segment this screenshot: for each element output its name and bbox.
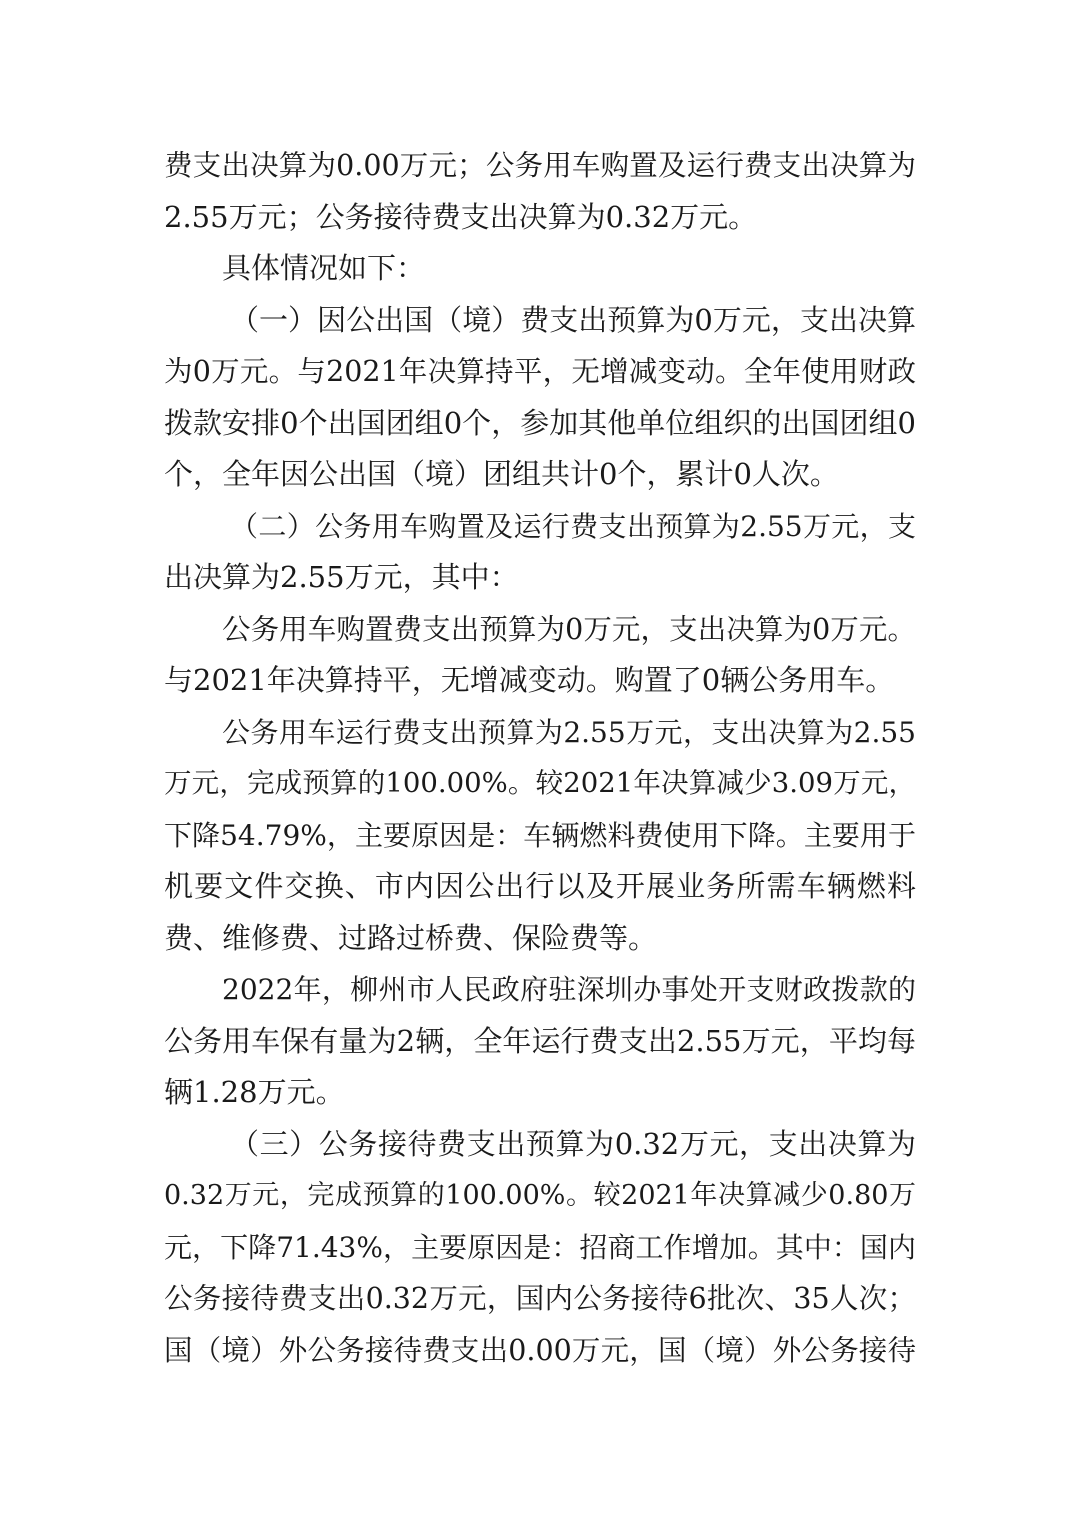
text-line: 出决算为2.55万元，其中： bbox=[164, 560, 519, 594]
text-line: 费、维修费、过路过桥费、保险费等。 bbox=[164, 920, 658, 955]
text-line: 个，全年因公出国（境）团组共计0个，累计0人次。 bbox=[164, 457, 839, 491]
text-line: 拨款安排0个出国团组0个，参加其他单位组织的出国团组0 bbox=[164, 405, 916, 440]
text-line: 国（境）外公务接待费支出0.00万元，国（境）外公务接待 bbox=[164, 1333, 916, 1367]
paragraph-first-line: 公务用车购置费支出预算为0万元，支出决算为0万元。 bbox=[222, 612, 916, 646]
paragraph-first-line: （二）公务用车购置及运行费支出预算为2.55万元，支 bbox=[230, 509, 916, 543]
text-line: 为0万元。与2021年决算持平，无增减变动。全年使用财政 bbox=[164, 355, 916, 388]
paragraph-first-line: 2022年，柳州市人民政府驻深圳办事处开支财政拨款的 bbox=[222, 973, 916, 1006]
body-text bbox=[164, 140, 916, 1376]
text-line: 机要文件交换、市内因公出行以及开展业务所需车辆燃料 bbox=[164, 869, 916, 903]
text-line: 具体情况如下： bbox=[222, 251, 426, 285]
paragraph-first-line: （一）因公出国（境）费支出预算为0万元，支出决算 bbox=[230, 302, 916, 337]
text-line: 辆1.28万元。 bbox=[164, 1075, 345, 1109]
text-line: 公务接待费支出0.32万元，国内公务接待6批次、35人次； bbox=[164, 1282, 916, 1315]
text-line: 费支出决算为0.00万元；公务用车购置及运行费支出决算为 bbox=[164, 149, 916, 182]
text-line: 2.55万元；公务接待费支出决算为0.32万元。 bbox=[164, 199, 758, 234]
text-line: 与2021年决算持平，无增减变动。购置了0辆公务用车。 bbox=[164, 663, 895, 697]
text-line: 下降54.79%，主要原因是：车辆燃料费使用下降。主要用于 bbox=[164, 818, 916, 852]
text-line: 0.32万元，完成预算的100.00%。较2021年决算减少0.80万 bbox=[164, 1180, 916, 1211]
text-line: 万元，完成预算的100.00%。较2021年决算减少3.09万元， bbox=[164, 767, 916, 799]
paragraph-first-line: 公务用车运行费支出预算为2.55万元，支出决算为2.55 bbox=[222, 715, 916, 749]
text-line: 元，下降71.43%，主要原因是：招商工作增加。其中：国内 bbox=[164, 1230, 916, 1264]
text-line: 公务用车保有量为2辆，全年运行费支出2.55万元，平均每 bbox=[164, 1023, 916, 1058]
paragraph-first-line: （三）公务接待费支出预算为0.32万元，支出决算为 bbox=[230, 1126, 916, 1161]
